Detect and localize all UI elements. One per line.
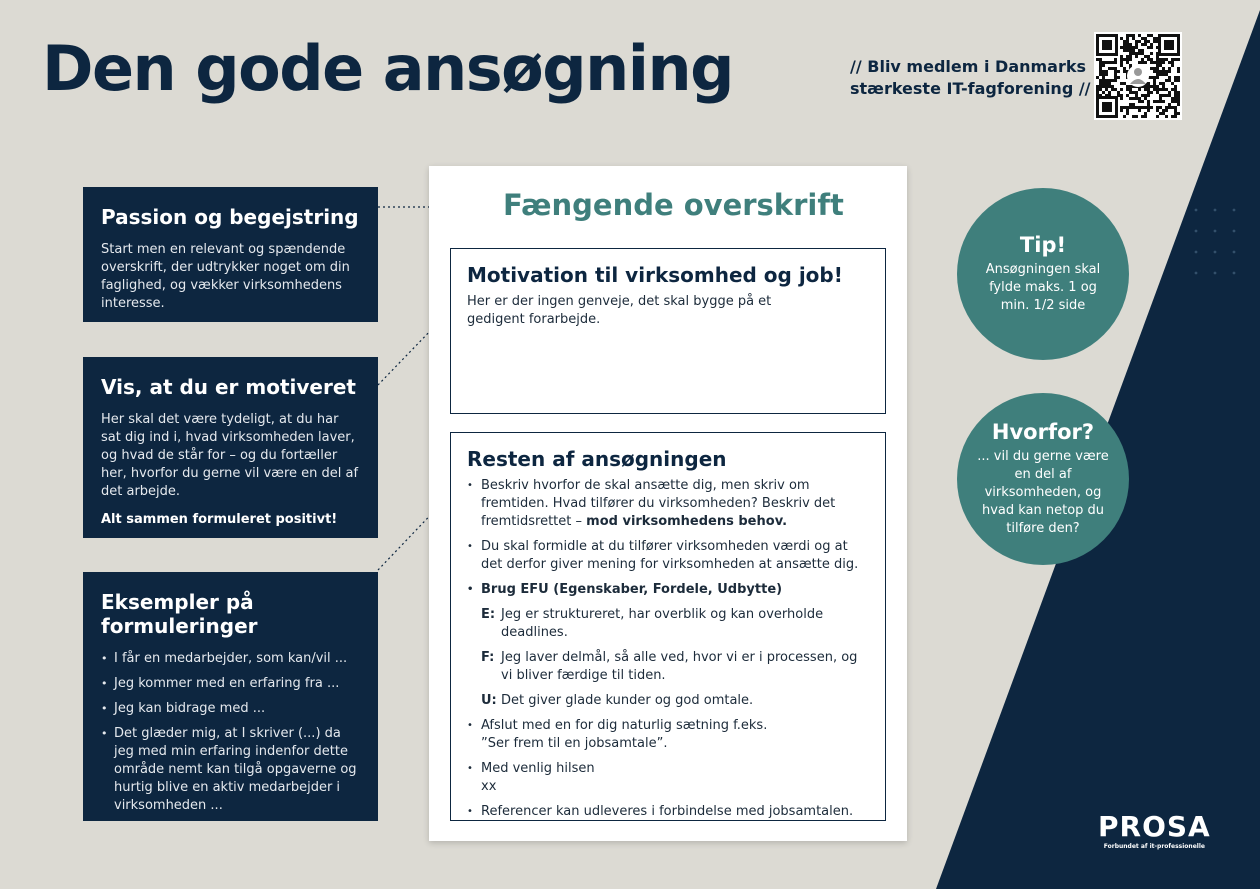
why-text: ... vil du gerne være en del af virksomheden, og hvad kan netop du tilføre den?	[977, 449, 1109, 536]
texture-dot	[1195, 251, 1198, 254]
rest-bullet-references: • Referencer kan udleveres i forbindelse med jobsamtalen.	[467, 803, 869, 821]
rest-list	[467, 477, 869, 599]
application-sheet	[429, 166, 907, 841]
texture-dot	[1214, 251, 1217, 254]
rest-bullet-future-bold: mod virksomhedens behov.	[586, 514, 788, 529]
motivated-box	[83, 357, 378, 538]
logo-subtitle: Forbundet af it-professionelle	[1103, 843, 1205, 850]
texture-dot	[1214, 209, 1217, 212]
motivation-heading: Motivation til virksomhed og job!	[467, 263, 843, 287]
texture-dot	[1233, 209, 1236, 212]
texture-dot	[1195, 272, 1198, 275]
tip-heading: Tip!	[1019, 233, 1067, 257]
rest-regards-line-1: • Med venlig hilsen	[481, 761, 595, 776]
rest-bullet-future	[467, 477, 869, 531]
sheet-headline: Fængende overskrift	[503, 188, 844, 222]
efu-item-f	[467, 649, 869, 685]
efu-text-f: Jeg laver delmål, så alle ved, hvor vi er i processen, og vi bliver færdige til tiden.	[501, 650, 858, 683]
rest-list-closing	[467, 717, 869, 821]
rest-bullet-value: • Du skal formidle at du tilfører virksomheden værdi og at det derfor giver mening for virksomheden at ansætte dig.	[467, 538, 869, 574]
efu-item-e	[467, 606, 869, 642]
texture-dot	[1195, 230, 1198, 233]
rest-heading: Resten af ansøgningen	[467, 447, 727, 471]
tip-circle	[957, 188, 1129, 360]
rest-bullet-efu: • Brug EFU (Egenskaber, Fordele, Udbytte)	[467, 581, 869, 599]
qr-code[interactable]	[1094, 32, 1182, 120]
example-item: • Det glæder mig, at I skriver (...) da jeg med min erfaring indenfor dette område nemt kan tilgå opgaverne og hurtig blive en aktiv medarbejder i virksomheden ...	[101, 725, 360, 815]
example-item: • Jeg kan bidrage med ...	[101, 700, 360, 718]
texture-dot	[1233, 272, 1236, 275]
rest-section	[450, 432, 886, 821]
efu-letter-u: U:	[481, 693, 497, 708]
examples-heading: Eksempler på formuleringer	[101, 590, 258, 638]
motivation-section	[450, 248, 886, 414]
texture-dot	[1214, 230, 1217, 233]
texture-dot	[1214, 272, 1217, 275]
tagline-line-2: stærkeste IT-fagforening //	[850, 79, 1091, 98]
motivated-emphasis: Alt sammen formuleret positivt!	[101, 512, 338, 527]
prosa-logo[interactable]	[1098, 812, 1211, 851]
passion-text: Start men en relevant og spændende overskrift, der udtrykker noget om din faglighed, og vækker virksomhedens interesse.	[101, 242, 350, 311]
why-circle	[957, 393, 1129, 565]
efu-letter-f: F:	[481, 650, 495, 665]
rest-closing-line-1: • Afslut med en for dig naturlig sætning f.eks.	[481, 718, 768, 733]
why-heading: Hvorfor?	[991, 420, 1095, 444]
efu-text-u: Det giver glade kunder og god omtale.	[501, 693, 754, 708]
tip-text: Ansøgningen skal fylde maks. 1 og min. 1/2 side	[985, 262, 1101, 313]
rest-regards-line-2: xx	[481, 779, 497, 794]
example-item: • Jeg kommer med en erfaring fra ...	[101, 675, 360, 693]
examples-list	[101, 650, 360, 815]
efu-letter-e: E:	[481, 607, 496, 622]
rest-bullet-closing	[467, 717, 869, 753]
rest-closing-line-2: ”Ser frem til en jobsamtale”.	[481, 736, 668, 751]
passion-box	[83, 187, 378, 322]
tagline-line-1: // Bliv medlem i Danmarks	[850, 57, 1087, 76]
efu-item-u	[467, 692, 869, 710]
rest-bullet-regards	[467, 760, 869, 796]
texture-dot	[1233, 251, 1236, 254]
examples-box	[83, 572, 378, 821]
logo-wordmark: PROSA	[1098, 810, 1211, 843]
page-title: Den gode ansøgning	[42, 32, 733, 105]
example-item: • I får en medarbejder, som kan/vil ...	[101, 650, 360, 668]
membership-tagline	[850, 56, 1091, 100]
passion-heading: Passion og begejstring	[101, 205, 359, 229]
texture-dot	[1233, 230, 1236, 233]
efu-text-e: Jeg er struktureret, har overblik og kan overholde deadlines.	[501, 607, 824, 640]
motivated-text: Her skal det være tydeligt, at du har sat dig ind i, hvad virksomheden laver, og hvad de står for – og du fortæller her, hvorfor du gerne vil være en del af det arbejde.	[101, 412, 359, 499]
motivated-heading: Vis, at du er motiveret	[101, 375, 356, 399]
texture-dot	[1195, 209, 1198, 212]
motivation-text: Her er der ingen genveje, det skal bygge på et gedigent forarbejde.	[467, 294, 772, 327]
rest-bullet-future-text: Beskriv hvorfor de skal ansætte dig, men skriv om fremtiden. Hvad tilfører du virksomheden? Beskriv det fremtidsrettet –	[481, 478, 836, 529]
